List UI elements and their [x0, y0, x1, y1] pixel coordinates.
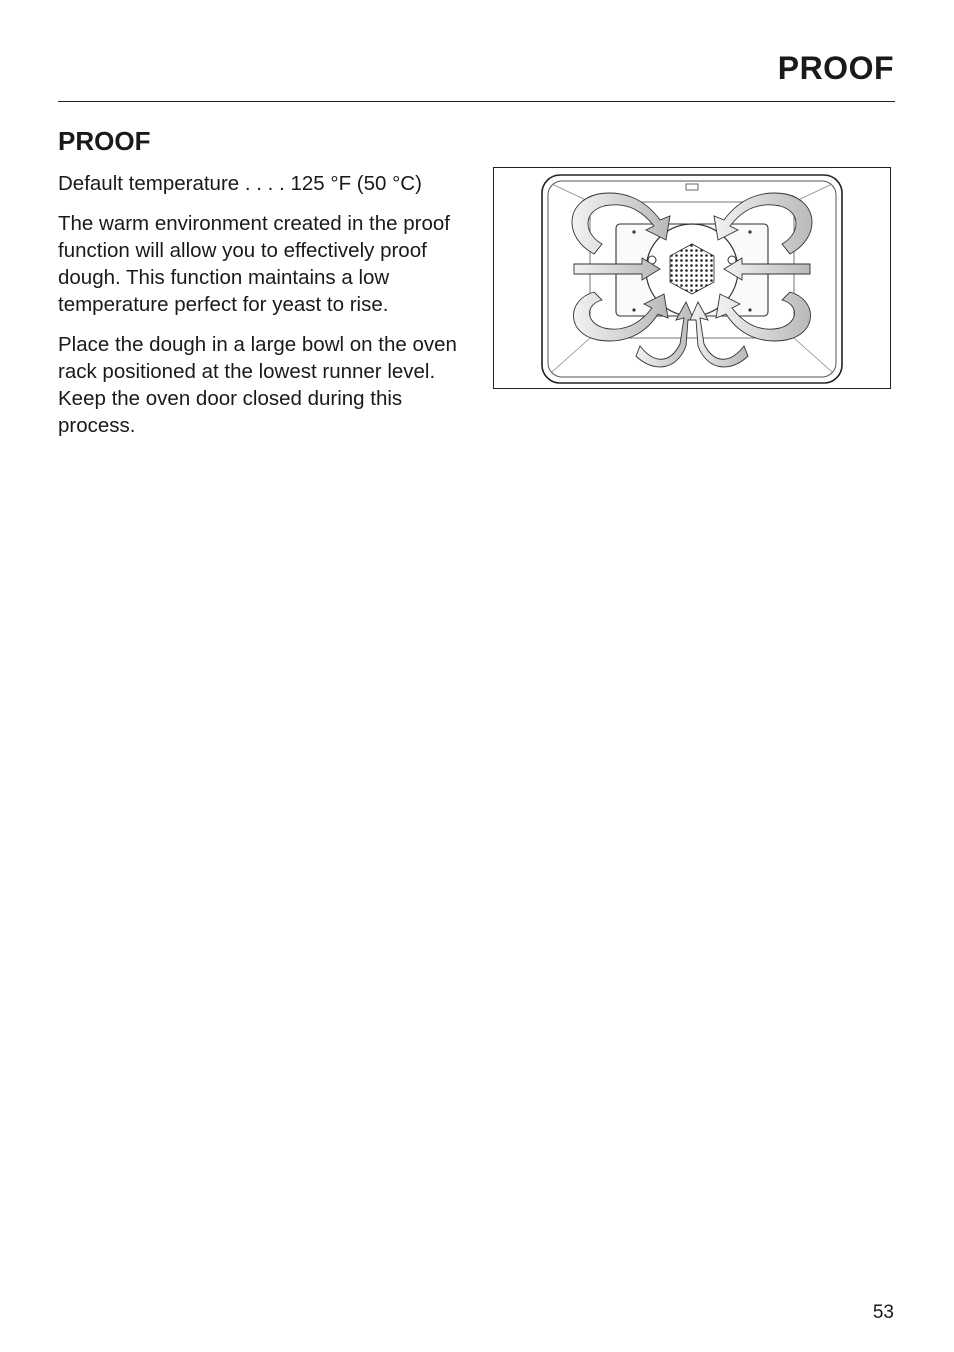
spec-label: Default temperature	[58, 172, 240, 195]
text-column	[58, 170, 478, 452]
default-temperature-row	[58, 170, 478, 197]
oven-air-circulation-icon	[494, 168, 890, 388]
section-title: PROOF	[58, 126, 151, 156]
oven-diagram	[493, 167, 891, 389]
spec-value: 125 °F (50 °C)	[290, 172, 422, 195]
header-title: PROOF	[777, 50, 894, 86]
spec-leader: . . . .	[244, 172, 285, 195]
page-number: 53	[872, 1302, 894, 1323]
paragraph-1: The warm environment created in the proof function will allow you to effectively proof dough. This function maintains a low temperature perfect for yeast to rise.	[58, 212, 450, 316]
header-rule	[58, 101, 895, 102]
paragraph-2: Place the dough in a large bowl on the oven rack positioned at the lowest runner level. Keep the oven door closed during this process.	[58, 333, 457, 437]
